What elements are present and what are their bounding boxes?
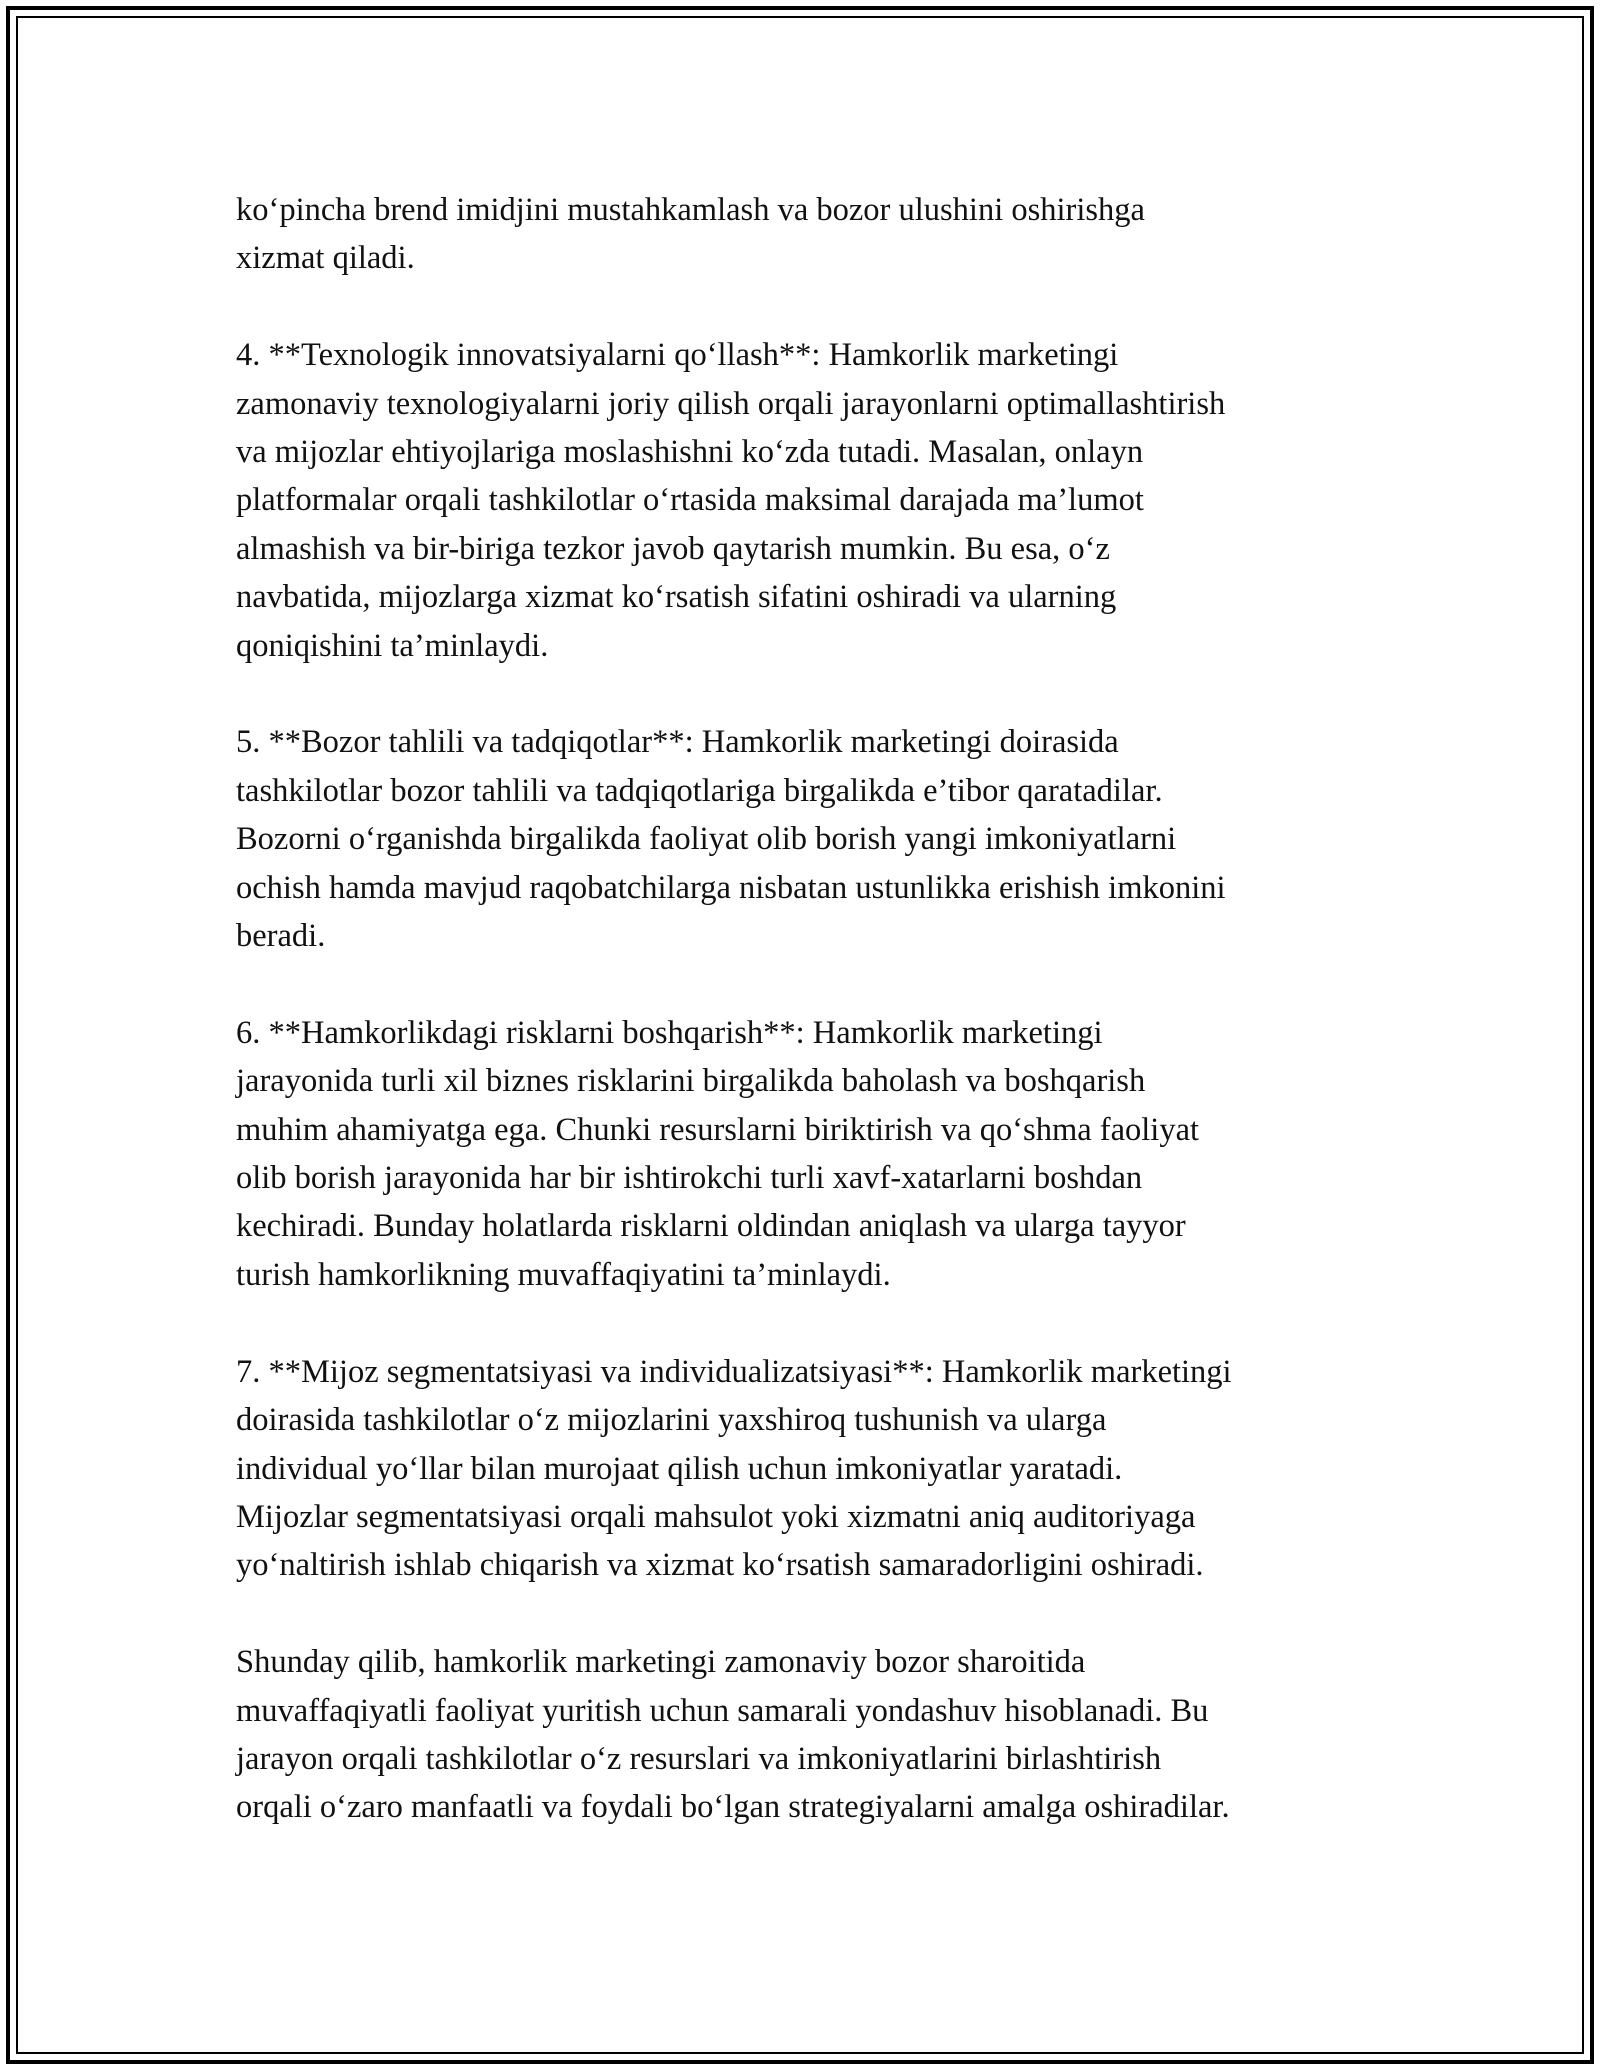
paragraph-conclusion: Shunday qilib, hamkorlik marketingi zamonaviy bozor sharoitida muvaffaqiyatli faoliyat yuritish uchun samarali yondashuv hisoblanadi. Bu jarayon orqali tashkilotlar o‘z resurslari va imkoniyatlarini birlashtirish orqali o‘zaro manfaatli va foydali bo‘lgan strategiyalarni amalga oshiradilar. xyxy=(236,1644,1230,1826)
paragraph-item-6: 6. **Hamkorlikdagi risklarni boshqarish**: Hamkorlik marketingi jarayonida turli xil biznes risklarini birgalikda baholash va boshqarish muhim ahamiyatga ega. Chunki resurslarni biriktirish va qo‘shma faoliyat olib borish jarayonida har bir ishtirokchi turli xavf-xatarlarni boshdan kechiradi. Bunday holatlarda risklarni oldindan aniqlash va ularga tayyor turish hamkorlikning muvaffaqiyatini ta’minlaydi. xyxy=(236,1014,1200,1293)
paragraph-continuation: ko‘pincha brend imidjini mustahkamlash va bozor ulushini oshirishga xizmat qiladi. xyxy=(236,192,1145,277)
paragraph-item-4: 4. **Texnologik innovatsiyalarni qo‘llash**: Hamkorlik marketingi zamonaviy texnologiyalarni joriy qilish orqali jarayonlarni optimallashtirish va mijozlar ehtiyojlariga moslashishni ko‘zda tutadi. Masalan, onlayn platformalar orqali tashkilotlar o‘rtasida maksimal darajada ma’lumot almashish va bir-biriga tezkor javob qaytarish mumkin. Bu esa, o‘z navbatida, mijozlarga xizmat ko‘rsatish sifatini oshiradi va ularning qoniqishini ta’minlaydi. xyxy=(236,337,1226,664)
document-body xyxy=(236,186,1366,1880)
paragraph-item-7: 7. **Mijoz segmentatsiyasi va individualizatsiyasi**: Hamkorlik marketingi doirasida tashkilotlar o‘z mijozlarini yaxshiroq tushunish va ularga individual yo‘llar bilan murojaat qilish uchun imkoniyatlar yaratadi. Mijozlar segmentatsiyasi orqali mahsulot yoki xizmatni aniq auditoriyaga yo‘naltirish ishlab chiqarish va xizmat ko‘rsatish samaradorligini oshiradi. xyxy=(236,1353,1232,1584)
paragraph-item-5: 5. **Bozor tahlili va tadqiqotlar**: Hamkorlik marketingi doirasida tashkilotlar bozor tahlili va tadqiqotlariga birgalikda e’tibor qaratadilar. Bozorni o‘rganishda birgalikda faoliyat olib borish yangi imkoniyatlarni ochish hamda mavjud raqobatchilarga nisbatan ustunlikka erishish imkonini beradi. xyxy=(236,724,1226,955)
